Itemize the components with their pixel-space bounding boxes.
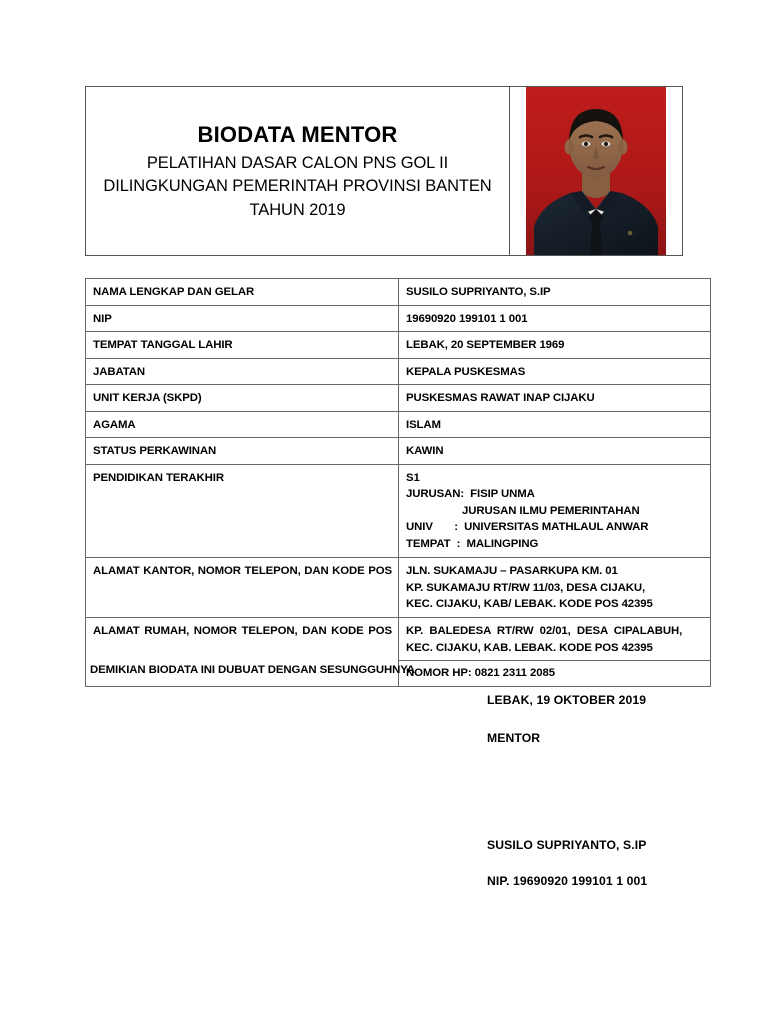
- signature-identity: [487, 838, 647, 888]
- row-label: AGAMA: [86, 411, 399, 438]
- table-row: [86, 411, 711, 438]
- row-label: NIP: [86, 305, 399, 332]
- place-and-date: LEBAK, 19 OKTOBER 2019: [487, 693, 647, 707]
- table-row: [86, 305, 711, 332]
- row-label: TEMPAT TANGGAL LAHIR: [86, 332, 399, 359]
- row-label: NAMA LENGKAP DAN GELAR: [86, 279, 399, 306]
- row-label: PENDIDIKAN TERAKHIR: [86, 464, 399, 558]
- signature-header: [487, 693, 646, 745]
- education-line-2: JURUSAN: FISIP UNMA: [406, 488, 535, 501]
- title-subline-1: PELATIHAN DASAR CALON PNS GOL II: [146, 153, 449, 172]
- office-label-line-2: POS: [368, 565, 392, 578]
- table-row: [86, 279, 711, 306]
- table-row: [86, 385, 711, 412]
- home-address-line-2: KEC. CIJAKU, KAB. LEBAK. KODE POS 42395: [406, 641, 653, 654]
- home-label-line-2: POS: [368, 624, 392, 637]
- office-address-line-1: JLN. SUKAMAJU – PASARKUPA KM. 01: [406, 565, 618, 578]
- education-line-1: S1: [406, 471, 420, 484]
- row-value: [399, 558, 711, 618]
- row-label: UNIT KERJA (SKPD): [86, 385, 399, 412]
- office-address-line-3: KEC. CIJAKU, KAB/ LEBAK. KODE POS 42395: [406, 598, 653, 611]
- row-value: ISLAM: [399, 411, 711, 438]
- table-row: [86, 332, 711, 359]
- table-row-office-address: [86, 558, 711, 618]
- phone-number-text: NOMOR HP: 0821 2311 2085: [406, 667, 555, 680]
- closing-statement: DEMIKIAN BIODATA INI DUBUAT DENGAN SESUNGGUHNYA: [90, 664, 415, 676]
- table-row-education: [86, 464, 711, 558]
- row-value: SUSILO SUPRIYANTO, S.IP: [399, 279, 711, 306]
- row-label: JABATAN: [86, 358, 399, 385]
- portrait-photo: [526, 87, 666, 255]
- signer-name: SUSILO SUPRIYANTO, S.IP: [487, 838, 647, 852]
- office-label-line-1: ALAMAT KANTOR, NOMOR TELEPON, DAN KODE: [93, 565, 365, 578]
- title-cell: [86, 87, 510, 256]
- portrait-photo-graphic: [526, 87, 666, 255]
- row-value: [399, 464, 711, 558]
- biodata-table: [85, 278, 711, 687]
- home-address-line-1: KP. BALEDESA RT/RW 02/01, DESA CIPALABUH,: [406, 624, 683, 637]
- title-subline-3: TAHUN 2019: [249, 200, 346, 219]
- home-label-line-1: ALAMAT RUMAH, NOMOR TELEPON, DAN KODE: [93, 624, 364, 637]
- row-label: STATUS PERKAWINAN: [86, 438, 399, 465]
- office-address-line-2: KP. SUKAMAJU RT/RW 11/03, DESA CIJAKU,: [406, 581, 646, 594]
- signer-nip: NIP. 19690920 199101 1 001: [487, 874, 648, 888]
- signer-role: MENTOR: [487, 731, 541, 745]
- education-line-5: TEMPAT : MALINGPING: [406, 537, 539, 550]
- header-block: [85, 86, 683, 256]
- row-value: KAWIN: [399, 438, 711, 465]
- row-value: 19690920 199101 1 001: [399, 305, 711, 332]
- education-line-4: UNIV : UNIVERSITAS MATHLAUL ANWAR: [406, 521, 649, 534]
- title-subline-2: DILINGKUNGAN PEMERINTAH PROVINSI BANTEN: [103, 177, 492, 196]
- row-value: KEPALA PUSKESMAS: [399, 358, 711, 385]
- home-address-subtable: [399, 618, 710, 686]
- table-row: [86, 358, 711, 385]
- row-value: PUSKESMAS RAWAT INAP CIJAKU: [399, 385, 711, 412]
- home-address-cell: [399, 618, 710, 661]
- row-label: [86, 558, 399, 618]
- education-line-3: JURUSAN ILMU PEMERINTAHAN: [462, 504, 640, 517]
- table-row: [86, 438, 711, 465]
- row-value: LEBAK, 20 SEPTEMBER 1969: [399, 332, 711, 359]
- photo-cell: [510, 87, 683, 256]
- row-value: [399, 617, 711, 686]
- phone-number-cell: [399, 661, 710, 686]
- page-title: BIODATA MENTOR: [197, 122, 398, 148]
